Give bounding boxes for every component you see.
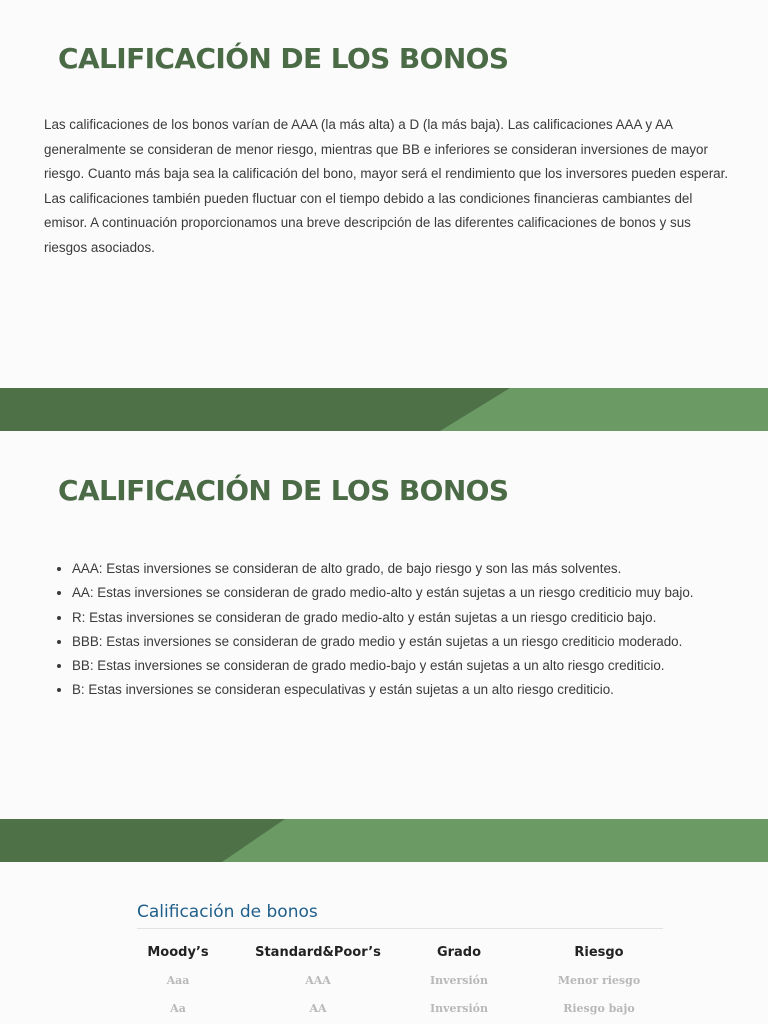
- section2-title: CALIFICACIÓN DE LOS BONOS: [58, 474, 509, 507]
- table-cell: Inversión: [429, 1001, 489, 1015]
- table-cell: Aa: [170, 1001, 186, 1015]
- list-item: • R: Estas inversiones se consideran de grado medio-alto y están sujetas a un riesgo crediticio bajo.: [72, 606, 752, 630]
- green-divider-band-2: [0, 819, 768, 862]
- table-title-rule: [137, 928, 663, 929]
- table-cell: AA: [309, 1001, 327, 1015]
- table-cell: AAA: [305, 973, 331, 987]
- header-grado: Grado: [436, 944, 482, 960]
- header-riesgo: Riesgo: [574, 944, 624, 960]
- list-item: • B: Estas inversiones se consideran especulativas y están sujetas a un alto riesgo crediticio.: [72, 678, 752, 702]
- section1-title: CALIFICACIÓN DE LOS BONOS: [58, 42, 509, 75]
- list-item: • BBB: Estas inversiones se consideran de grado medio y están sujetas a un riesgo crediticio moderado.: [72, 630, 752, 654]
- table-cell: Inversión: [429, 973, 489, 987]
- table-cell: Aaa: [166, 973, 190, 987]
- table-header-row: [118, 938, 678, 966]
- table-row: [118, 966, 678, 994]
- table-title: Calificación de bonos: [137, 902, 318, 922]
- table-cell: Menor riesgo: [557, 973, 641, 987]
- table-cell: Riesgo bajo: [563, 1001, 635, 1015]
- table-row: [118, 994, 678, 1022]
- list-item: • BB: Estas inversiones se consideran de grado medio-bajo y están sujetas a un alto riesgo crediticio.: [72, 654, 752, 678]
- bond-rating-table: [118, 938, 678, 1022]
- ratings-bullet-list: [52, 557, 752, 703]
- section1-paragraph: Las calificaciones de los bonos varían de AAA (la más alta) a D (la más baja). Las calificaciones AAA y AA generalmente se consideran de menor riesgo, mientras que BB e inferiores se consideran inversiones de mayor riesgo. Cuanto más baja sea la calificación del bono, mayor será el rendimiento que los inversores pueden esperar. Las calificaciones también pueden fluctuar con el tiempo debido a las condiciones financieras cambiantes del emisor. A continuación proporcionamos una breve descripción de las diferentes calificaciones de bonos y sus riesgos asociados.: [44, 117, 729, 255]
- header-moodys: Moody’s: [147, 944, 209, 960]
- list-item: • AAA: Estas inversiones se consideran de alto grado, de bajo riesgo y son las más solventes.: [72, 557, 752, 581]
- header-standard-poors: Standard&Poor’s: [255, 944, 381, 960]
- green-divider-band-1: [0, 388, 768, 431]
- list-item: • AA: Estas inversiones se consideran de grado medio-alto y están sujetas a un riesgo crediticio muy bajo.: [72, 581, 752, 605]
